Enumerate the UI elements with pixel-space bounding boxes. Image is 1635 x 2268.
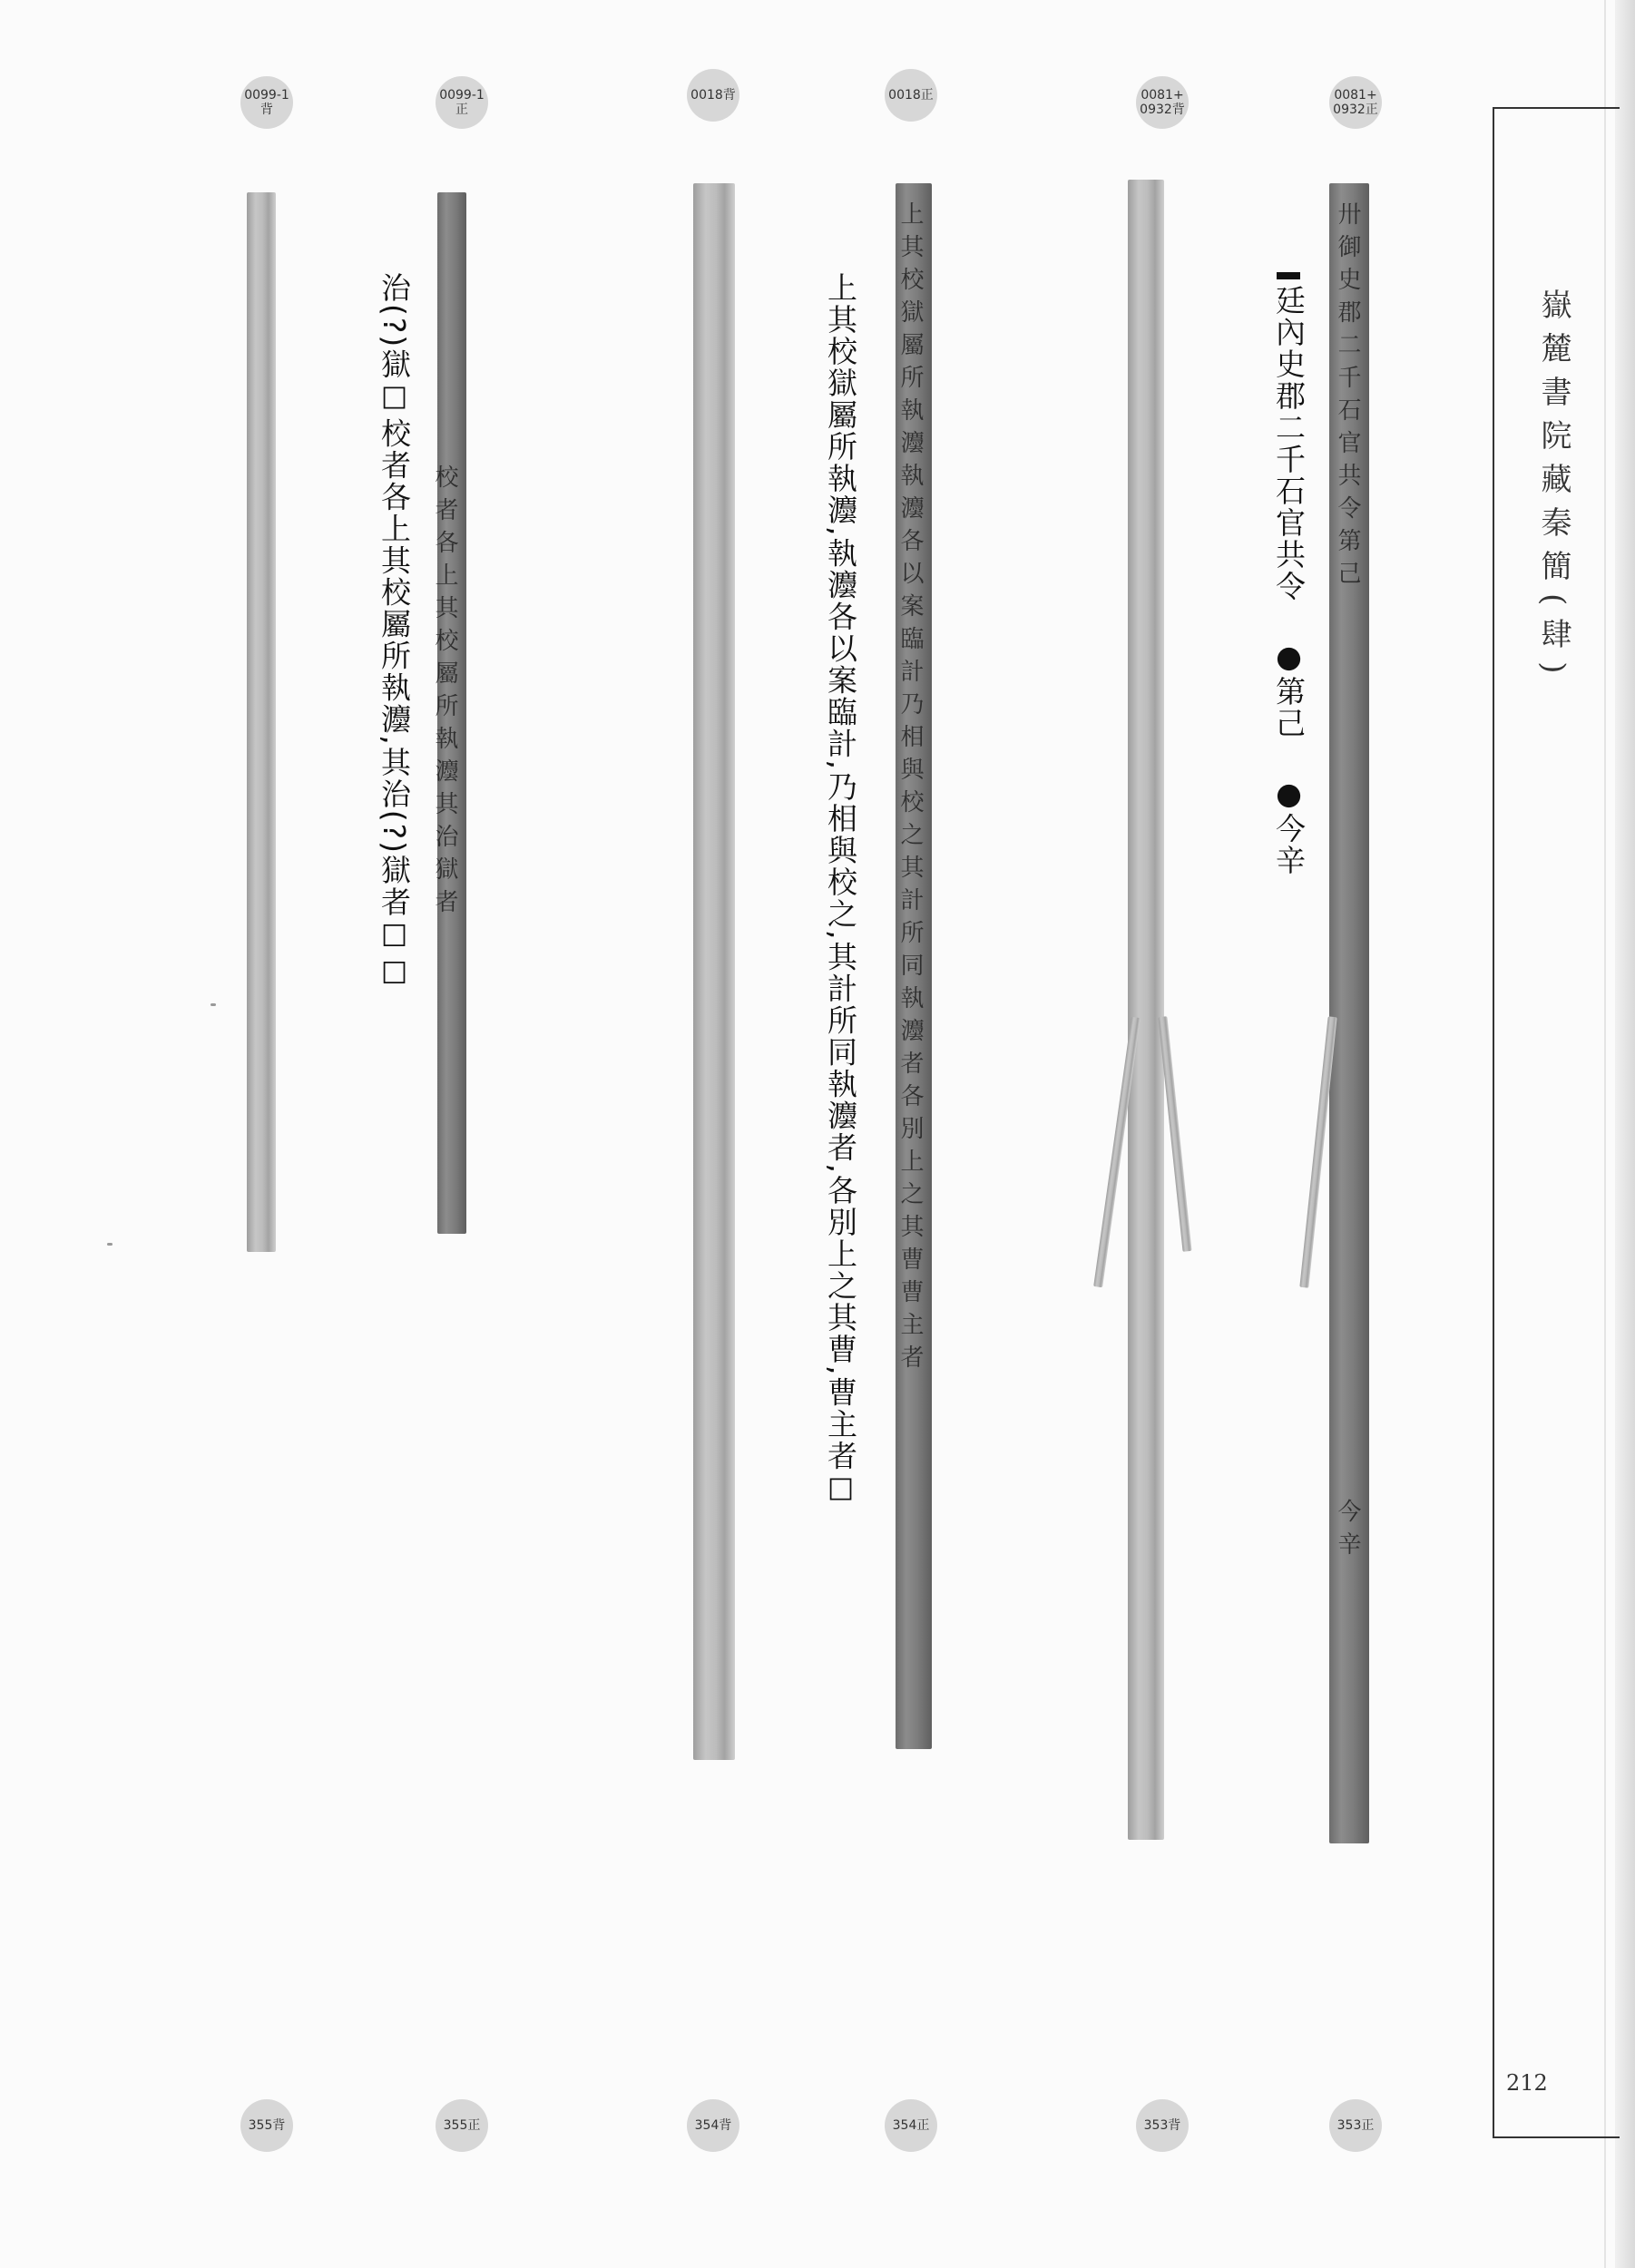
slip-number-353-front: 353正: [1329, 2099, 1382, 2152]
slip-355-back: [247, 192, 276, 1252]
book-title: 嶽麓書院藏秦簡(肆): [1535, 288, 1571, 687]
slip-top-mark: [1277, 272, 1300, 279]
slip-353-ink-lower: 今辛: [1334, 1499, 1361, 1564]
slip-353-ink: 卅御史郡二千石官共令第己: [1334, 201, 1361, 593]
slip-number-355-front: 355正: [436, 2099, 488, 2152]
slip-354-front: [896, 183, 932, 1749]
slip-label-353-front: 0081+ 0932正: [1329, 76, 1382, 129]
slip-353-front: [1329, 183, 1369, 1843]
slip-355-front: [431, 192, 466, 1234]
transcription-355: 治(?)獄☐校者各上其校屬所執灋,其治(?)獄者☐☐: [377, 272, 412, 993]
slip-number-353-back: 353背: [1136, 2099, 1189, 2152]
slip-number-355-back: 355背: [240, 2099, 293, 2152]
transcription-354: 上其校獄屬所執灋,執灋各以案臨計,乃相與校之,其計所同執灋者,各別上之其曹,曹主者☐: [823, 272, 858, 1510]
lacuna-mark: ☐: [377, 955, 412, 993]
slip-label-353-back: 0081+ 0932背: [1136, 76, 1189, 129]
slip-354-back: [693, 183, 735, 1760]
scan-speck: [210, 1003, 216, 1006]
slip-number-354-back: 354背: [687, 2099, 739, 2152]
scan-speck: [107, 1243, 113, 1246]
slip-label-354-back: 0018背: [687, 69, 739, 122]
slip-label-354-front: 0018正: [885, 69, 937, 122]
slip-label-355-back: 0099-1 背: [240, 76, 293, 129]
slip-355-ink: 校者各上其校屬所執灋其治獄者: [431, 464, 458, 922]
transcription-353: 廷內史郡二千石官共令●第己●今辛: [1270, 272, 1307, 876]
slip-354-ink: 上其校獄屬所執灋執灋各以案臨計乃相與校之其計所同執灋者各別上之其曹曹主者: [896, 201, 924, 1377]
lacuna-mark: ☐: [823, 1471, 858, 1510]
slip-353-back: [1128, 180, 1164, 1840]
slip-label-355-front: 0099-1 正: [436, 76, 488, 129]
slip-number-354-front: 354正: [885, 2099, 937, 2152]
page-number: 212: [1506, 2070, 1548, 2096]
